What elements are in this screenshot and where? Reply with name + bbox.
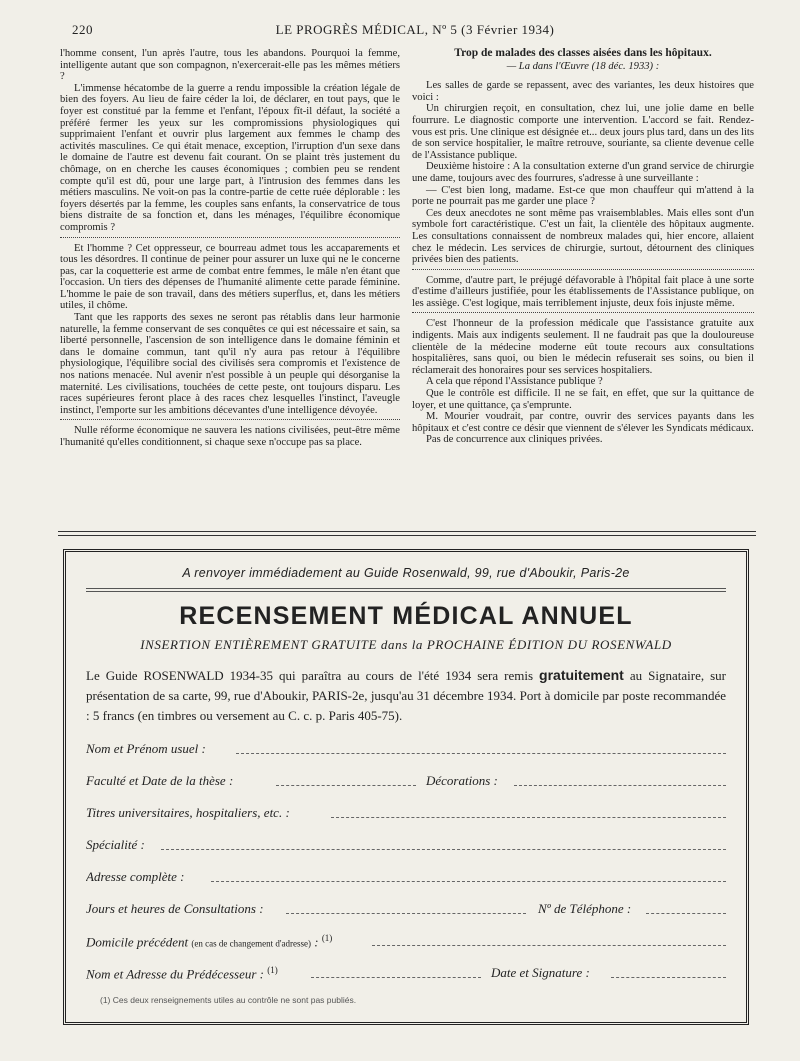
- previous-address-line[interactable]: [372, 945, 726, 946]
- titles-line[interactable]: [331, 817, 726, 818]
- phone-label: Nº de Téléphone :: [538, 901, 632, 916]
- address-line[interactable]: [211, 881, 726, 882]
- section-divider: [58, 531, 756, 536]
- paragraph: M. Mourier voudrait, par contre, ouvrir des services payants dans les hôpitaux et c'est contre ce désir que viennent de s'élever les Syndicats médicaux.: [412, 411, 754, 434]
- page-header: [70, 18, 760, 40]
- paragraph: L'immense hécatombe de la guerre a rendu impossible la création légale de bien des foyers. Au lieu de faire céder la loi, de déclarer, en tout pays, que le foyer est constitué par la femme et l'enfant, l'époux fît-il défaut, la société a préféré fermer les yeux sur les compromissions physiologiques qui supprimaient l'enfant et ouvrir plus largement aux femmes le champ des activités masculines. Ce qui était menace, exception, l'irruption d'un sexe dans le domaine de l'autre est devenu fait courant. On se plaint très justement du chômage, on en cherche les causes économiques ; combien peu se rendent compte qu'il est dû, pour une large part, à l'intrusion des femmes dans les métiers masculins. Ne voit-on pas la contre-partie de cette ruée déplorable : les foyers désertés par la femme, les couples sans enfants, la conservatrice de tous biens distraite de sa fonction et, dans les ménages, l'équilibre économique compromis ?: [60, 82, 400, 233]
- consultation-hours-label: Jours et heures de Consultations :: [86, 901, 264, 916]
- form-tagline: A renvoyer immédiadement au Guide Rosenwald, 99, rue d'Aboukir, Paris-2e: [182, 566, 630, 580]
- dotted-separator: [60, 237, 400, 239]
- phone-line[interactable]: [646, 913, 726, 914]
- previous-address-field[interactable]: [86, 931, 726, 951]
- specialty-label: Spécialité :: [86, 837, 145, 852]
- paragraph: C'est l'honneur de la profession médicale que l'assistance gratuite aux indigents. Mais aux indigents seulement. Il ne faudrait pas que la douloureuse clientèle de la médecine moderne eût toute recours aux consultations hospitalières, sans quoi, ou bien le médecin refuserait ses soins, ou bien il réclamerait des honoraires pour ses services hospitaliers.: [412, 318, 754, 376]
- date-signature-line[interactable]: [611, 977, 726, 978]
- page-number: 220: [72, 22, 93, 37]
- form-title: RECENSEMENT MÉDICAL ANNUEL: [179, 602, 633, 630]
- paragraph: Pas de concurrence aux cliniques privées.: [426, 434, 603, 446]
- paragraph: Que le contrôle est difficile. Il ne se fait, en effet, que sur la quittance de loyer, et une quittance, ça s'emprunte.: [412, 388, 754, 411]
- right-column: [412, 48, 754, 446]
- paragraph: Un chirurgien reçoit, en consultation, chez lui, une jolie dame en belle fourrure. Le diagnostic comporte une intervention. L'accord se fait. Rendez-vous est pris. Une clinique est désignée et... deux jours plus tard, dans un des lits de son service hospitalier, le maître retrouve, souriante, sa cliente devenue celle de l'Assistance publique.: [412, 103, 754, 161]
- dotted-separator: [60, 419, 400, 421]
- faculty-field[interactable]: [86, 771, 726, 791]
- article-title: Trop de malades des classes aisées dans les hôpitaux.: [454, 47, 712, 59]
- form-subtitle: INSERTION ENTIÈREMENT GRATUITE dans la PROCHAINE ÉDITION DU ROSENWALD: [140, 637, 672, 652]
- predecessor-field[interactable]: [86, 963, 726, 983]
- paragraph: Et l'homme ? Cet oppresseur, ce bourreau admet tous les accaparements et tous les désordres. Il continue de peiner pour assurer un luxe qui ne le concerne pas, car la coquetterie est arme de combat entre femmes, le mâle n'en étant que l'occasion. Un tiers des dépenses de l'humanité alimente cette parade féminine. L'homme le paie de son travail, dans des métiers superflus, et, dans les métiers utiles, il chôme.: [60, 242, 400, 312]
- previous-address-label: Domicile précédent (en cas de changement d'adresse) : $^{(1)}$: [86, 933, 333, 950]
- decorations-line[interactable]: [514, 785, 726, 786]
- consultation-hours-line[interactable]: [286, 913, 526, 914]
- paragraph: Deuxième histoire : A la consultation externe d'un grand service de chirurgie une dame, toujours avec des fourrures, s'adresse à une surveillante :: [412, 161, 754, 184]
- paragraph: Nulle réforme économique ne sauvera les nations civilisées, peut-être même l'humanité qu'elles conditionnent, si chaque sexe n'occupe pas sa place.: [60, 425, 400, 448]
- dotted-separator: [412, 312, 754, 314]
- running-title: LE PROGRÈS MÉDICAL, Nº 5 (3 Février 1934): [275, 22, 555, 37]
- faculty-label: Faculté et Date de la thèse :: [86, 773, 234, 788]
- specialty-field[interactable]: [86, 835, 726, 855]
- paragraph: Comme, d'autre part, le préjugé défavorable à l'hôpital fait place à une sorte d'estime d'ailleurs justifiée, pour les établissements de l'Assistance publique, on les assiège. C'est logique, mais terriblement injuste, deux fois injuste même.: [412, 274, 754, 309]
- address-label: Adresse complète :: [86, 869, 185, 884]
- census-form: [63, 549, 749, 1025]
- specialty-line[interactable]: [161, 849, 726, 850]
- paragraph: Les salles de garde se repassent, avec des variantes, les deux histoires que voici :: [412, 80, 754, 103]
- intro-text: Le Guide ROSENWALD 1934-35 qui paraîtra au cours de l'été 1934 sera remis: [86, 668, 534, 683]
- date-signature-label: Date et Signature :: [491, 965, 590, 980]
- titles-label: Titres universitaires, hospitaliers, etc. :: [86, 805, 290, 820]
- article-source: — La dans l'Œuvre (18 déc. 1933) :: [506, 60, 660, 72]
- form-intro: [86, 665, 726, 726]
- dotted-separator: [412, 269, 754, 271]
- paragraph: Ces deux anecdotes ne sont même pas vraisemblables. Mais elles sont d'un symbole fort caractéristique. C'est un fait, la clientèle des hôpitaux augmente. Les consultations connaissent de nombreux malades qui, hier encore, allaient chez le médecin. Les services de chirurgie, surtout, détournent des cliniques privées bien des patients.: [412, 207, 754, 266]
- address-field[interactable]: [86, 867, 726, 887]
- form-separator: [86, 588, 726, 592]
- paragraph: l'homme consent, l'un après l'autre, tous les abandons. Pourquoi la femme, intelligente autant que son compagnon, n'exercerait-elle pas les mêmes métiers ?: [60, 48, 400, 83]
- name-line[interactable]: [236, 753, 726, 754]
- paragraph: A cela que répond l'Assistance publique ?: [426, 376, 603, 388]
- paragraph: — C'est bien long, madame. Est-ce que mon chauffeur qui m'attend à la porte ne pourrait pas me garder une place ?: [412, 184, 754, 208]
- predecessor-label: Nom et Adresse du Prédécesseur : $^{(1)}$: [86, 965, 278, 982]
- consultation-hours-field[interactable]: [86, 899, 726, 919]
- intro-text-continued: au Signataire, sur présentation de sa carte, 99, rue d'Aboukir, PARIS-2e, jusqu'au 31 décembre 1934. Port à domicile par poste recommandée : 5 francs (en timbres ou versement au C. c. p. Paris 405-75).: [86, 668, 726, 723]
- faculty-line[interactable]: [276, 785, 416, 786]
- form-footnote: (1) Ces deux renseignements utiles au contrôle ne sont pas publiés.: [100, 995, 357, 1005]
- predecessor-line[interactable]: [311, 977, 481, 978]
- name-label: Nom et Prénom usuel :: [86, 741, 206, 756]
- paragraph: Tant que les rapports des sexes ne seront pas rétablis dans leur harmonie naturelle, la femme conservant de ses conquêtes ce qui est nécessaire et sain, sa liberté personnelle, l'ascension de son intelligence dans le domaine féminin et dans le domaine commun, tant qu'il n'y aura pas retour à l'équilibre physiologique, l'équilibre social des civilisés sera compromis et l'existence de nos nations menacée. Nul avenir n'est possible à un peuple qui désorganise la maternité. Les civilisations, touchées de cette peste, ont toujours disparu. Les races supérieures feront place à des races chez lesquelles l'instinct, l'aveugle instinct, l'emporte sur les ambitions décevantes d'une intelligence dévoyée.: [60, 312, 400, 416]
- decorations-label: Décorations :: [426, 773, 498, 788]
- titles-field[interactable]: [86, 803, 726, 823]
- left-column: [60, 48, 400, 449]
- name-field[interactable]: [86, 739, 726, 759]
- intro-emphasis: gratuitement: [539, 667, 624, 683]
